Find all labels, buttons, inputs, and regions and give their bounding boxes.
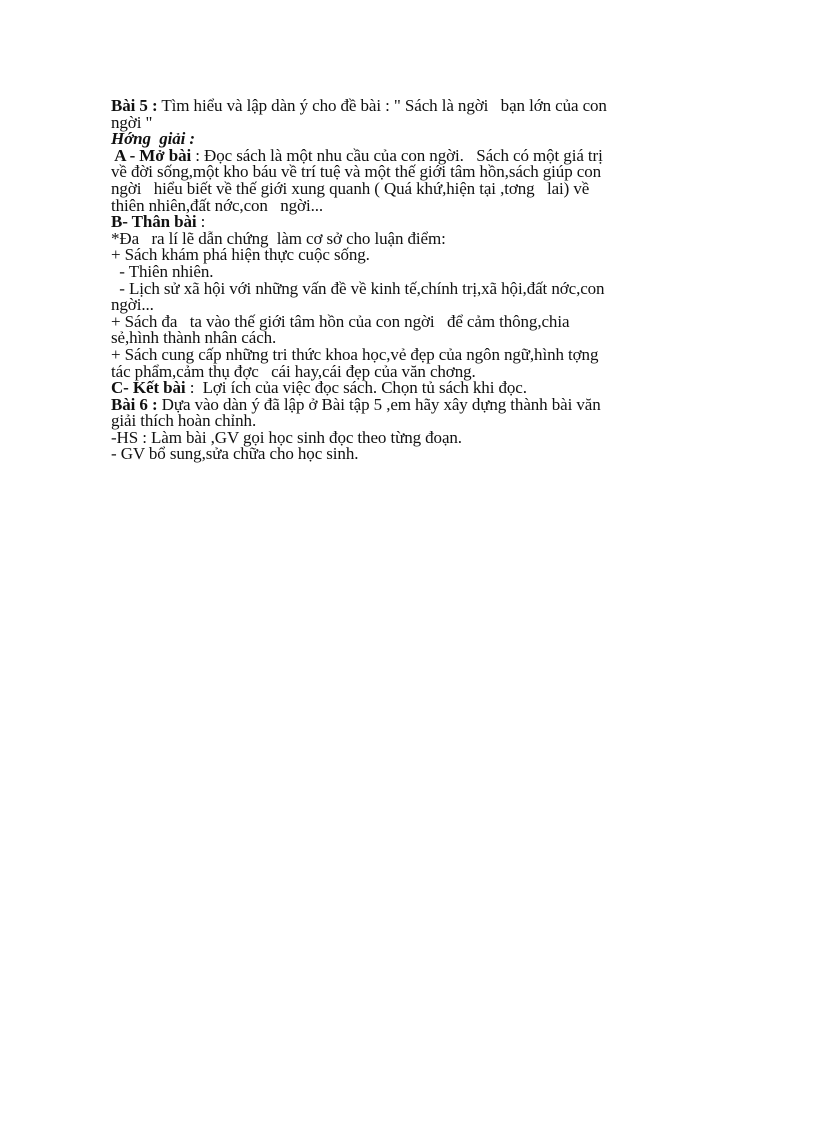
intro-line-3: ngời hiểu biết về thế giới xung quanh ( Quá khứ,hiện tại ,tơng lai) về (111, 178, 590, 198)
body-line-8: + Sách cung cấp những tri thức khoa học,vẻ đẹp của ngôn ngữ,hình tợng (111, 344, 599, 364)
body-line-6: + Sách đa ta vào thế giới tâm hồn của con ngời để cảm thông,chia (111, 311, 570, 331)
intro-line-1: A - Mở bài : Đọc sách là một nhu cầu của con ngời. Sách có một giá trị (111, 145, 603, 165)
exercise-6-label: Bài 6 : (111, 394, 158, 414)
teacher-task-line: - GV bổ sung,sửa chữa cho học sinh. (111, 444, 359, 464)
body-line-1: *Đa ra lí lẽ dẫn chứng làm cơ sở cho luận điểm: (111, 228, 446, 248)
intro-label: A - Mở bài (111, 145, 192, 165)
document-page (111, 98, 671, 463)
conclusion-label: C- Kết bài (111, 378, 186, 398)
exercise-5-line-1: Bài 5 : Tìm hiểu và lập dàn ý cho đề bài : " Sách là ngời bạn lớn của con (111, 96, 607, 115)
body-label: B- Thân bài (111, 212, 197, 232)
body-line-3: - Thiên nhiên. (111, 261, 214, 281)
student-task-line: -HS : Làm bài ,GV gọi học sinh đọc theo từng đoạn. (111, 427, 462, 447)
intro-line-4: thiên nhiên,đất nớc,con ngời... (111, 195, 324, 215)
intro-line-2: về đời sống,một kho báu về trí tuệ và một thế giới tâm hồn,sách giúp con (111, 162, 602, 182)
body-line-7: sẻ,hình thành nhân cách. (111, 328, 277, 348)
exercise-5-line-2: ngời " (111, 112, 153, 132)
body-line-4: - Lịch sử xã hội với những vấn đề về kinh tế,chính trị,xã hội,đất nớc,con (111, 278, 605, 298)
body-line-2: + Sách khám phá hiện thực cuộc sống. (111, 245, 370, 265)
exercise-6-line-1: Bài 6 : Dựa vào dàn ý đã lập ở Bài tập 5 ,em hãy xây dựng thành bài văn (111, 394, 601, 414)
conclusion-line: C- Kết bài : Lợi ích của việc đọc sách. Chọn tủ sách khi đọc. (111, 378, 527, 398)
guide-heading: Hớng giải : (111, 129, 195, 149)
body-line-5: ngời... (111, 295, 154, 315)
exercise-5-label: Bài 5 : (111, 96, 158, 115)
exercise-6-line-2: giải thích hoàn chỉnh. (111, 411, 257, 431)
body-line-9: tác phẩm,cảm thụ đợc cái hay,cái đẹp của văn chơng. (111, 361, 476, 381)
body-heading: B- Thân bài : (111, 212, 206, 232)
